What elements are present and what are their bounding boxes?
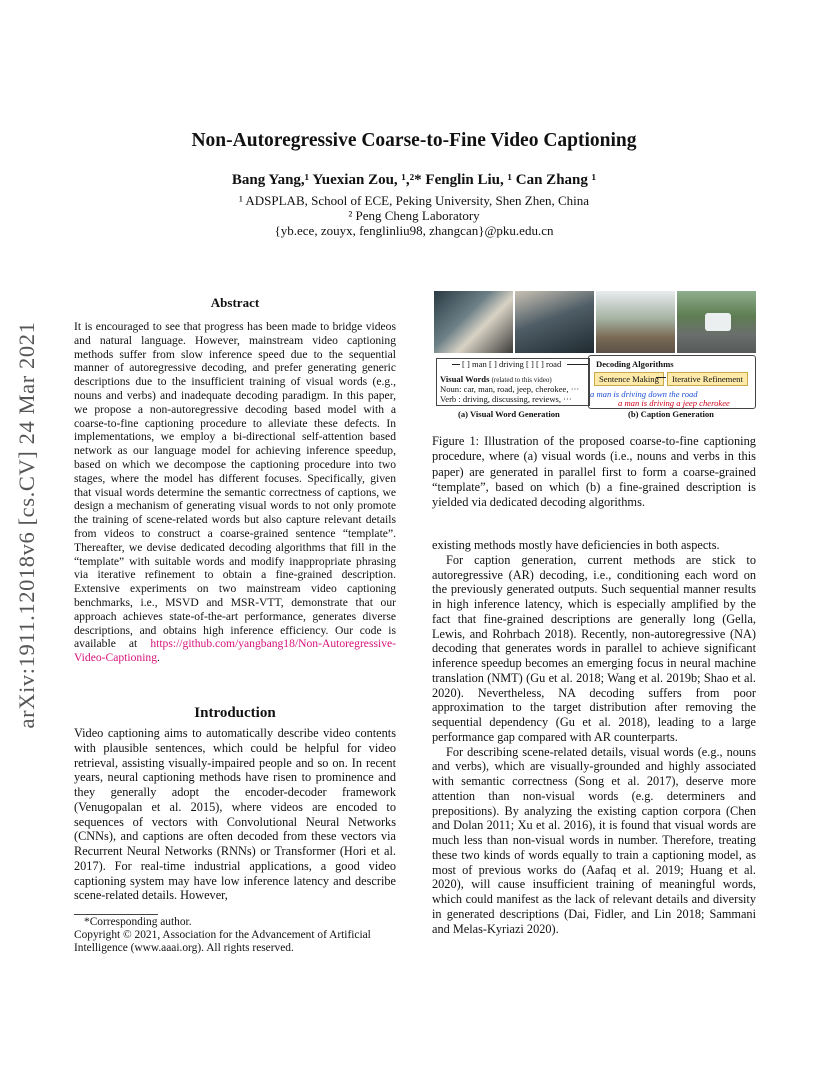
template-arrow <box>452 364 460 365</box>
intro-body: Video captioning aims to automatically describe video contents with plausible sentences, which could be helpful for video retrieval, assisting visually-impaired people and so on. In recent years, neural captioning methods have risen to prominence and they generally adopt the encoder-decoder framework (Venugopalan et al. 2015), where videos are encoded to sequences of vectors with Convolutional Neural Networks (CNNs), and captions are often decoded from these vectors via Recurrent Neural Networks (RNNs) or Transformer (Hori et al. 2017). For real-time industrial applications, a good video captioning system may have low inference latency and describe scene-related details. However, <box>74 726 396 903</box>
abstract-heading: Abstract <box>210 295 260 310</box>
affiliation-2: ² Peng Cheng Laboratory <box>348 208 480 223</box>
right-column-body <box>432 538 756 936</box>
visual-words-title: Visual Words <box>440 374 490 384</box>
jeep-shape <box>705 313 731 331</box>
video-frames <box>434 291 756 353</box>
visual-words-label <box>440 374 552 384</box>
template-text: [ ] man [ ] driving [ ] [ ] road <box>462 359 562 369</box>
author-emails: {yb.ece, zouyx, fenglinliu98, zhangcan}@pku.edu.cn <box>274 223 554 238</box>
refine-arrow <box>656 377 666 378</box>
arxiv-side-label: arXiv:1911.12018v6 [cs.CV] 24 Mar 2021 <box>14 321 39 729</box>
abstract-end: . <box>157 651 160 665</box>
iterative-refinement-box: Iterative Refinement <box>667 372 748 386</box>
intro-heading: Introduction <box>194 705 276 721</box>
video-frame-3 <box>596 291 675 353</box>
author-list: Bang Yang,¹ Yuexian Zou, ¹,²* Fenglin Liu, ¹ Can Zhang ¹ <box>231 172 597 188</box>
verb-list: Verb : driving, discussing, reviews, ··· <box>440 394 572 404</box>
video-frame-4 <box>677 291 756 353</box>
visual-words-note: (related to this video) <box>491 376 552 384</box>
copyright-note: Copyright © 2021, Association for the Advancement of Artificial Intelligence (www.aaai.org). All rights reserved. <box>74 929 371 954</box>
subcaption-a: (a) Visual Word Generation <box>458 409 560 419</box>
decoding-algorithms-label: Decoding Algorithms <box>596 359 674 369</box>
affiliation-1: ¹ ADSPLAB, School of ECE, Peking University, Shen Zhen, China <box>238 193 590 208</box>
footnote: *Corresponding author. <box>84 916 192 928</box>
paragraph-caption-generation: For caption generation, current methods are stick to autoregressive (AR) decoding, i.e., conditioning each word on the previously generated outputs. Such sequential manner results in high inference latency, which is especially amplified by the fact that fine-grained descriptions are generally long (Gella, Lewis, and Rohrbach 2018). Recently, non-autoregressive (NA) decoding that generates words in parallel to achieve significant inference speedup becomes an emerging focus in neural machine translation (NMT) (Gu et al. 2018; Wang et al. 2019b; Shao et al. 2020). Nevertheless, NA decoding suffers from poor approximation to the target distribution after removing the sequential dependency (Gu et al. 2018), leading to a large performance gap compared with AR counterparts. <box>432 552 756 744</box>
video-frame-2 <box>515 291 594 353</box>
code-link[interactable]: https://github.com/yangbang18/Non-Autoregressive-Video-Captioning <box>74 637 396 665</box>
sentence-making-box: Sentence Making <box>594 372 664 386</box>
result-caption-1: a man is driving down the road <box>590 389 698 399</box>
a-to-b-arrow <box>567 364 589 365</box>
paragraph-scene-details: For describing scene-related details, visual words (e.g., nouns and verbs), which are visually-grounded and highly associated with semantic correctness (Song et al. 2017), deserve more attention than non-visual words (e.g. determiners and prepositions). By analyzing the existing caption corpora (Chen and Dolan 2011; Xu et al. 2016), it is found that visual words are much less than non-visual words in number. Therefore, treating these two kinds of words equally to train a captioning model, as most of previous works do (Aafaq et al. 2019; Huang et al. 2020), will cause insufficient training of meaningful words, which could manifest as the lack of relevant details and diversity in generated descriptions (Dai, Fidler, and Lin 2018; Sammani and Melas-Kyriazi 2020). <box>432 744 756 936</box>
abstract-body <box>74 320 396 665</box>
noun-list: Noun: car, man, road, jeep, cherokee, ··· <box>440 384 580 394</box>
abstract-text: It is encouraged to see that progress has been made to bridge videos and natural language. However, mainstream video captioning methods suffer from slow inference speed due to the sequential manner of autoregressive decoding, and prefer generating generic descriptions due to the insufficient training of visual words (e.g., nouns and verbs) and inadequate decoding paradigm. In this paper, we propose a non-autoregressive decoding based model with a coarse-to-fine captioning procedure to alleviate these defects. In implementations, we employ a bi-directional self-attention based network as our language model for achieving inference speedup, based on which we decompose the captioning procedure into two stages, where the model has different focuses. Specifically, given that visual words determine the semantic correctness of captions, we design a mechanism of generating visual words to not only promote the training of scene-related words but also capture relevant details from videos to construct a coarse-grained sentence “template”. Thereafter, we devise dedicated decoding algorithms that fill in the “template” with suitable words and modify inappropriate phrasing via iterative refinement to obtain a fine-grained description. Extensive experiments on two mainstream video captioning benchmarks, i.e., MSVD and MSR-VTT, demonstrate that our approach achieves state-of-the-art performance, generates diverse descriptions, and obtains high inference efficiency. Our code is available at <box>74 320 396 651</box>
paper-title: Non-Autoregressive Coarse-to-Fine Video Captioning <box>191 130 637 151</box>
subcaption-b: (b) Caption Generation <box>628 409 714 419</box>
result-caption-2: a man is driving a jeep cherokee <box>618 398 730 408</box>
footnote-rule <box>74 914 158 915</box>
video-frame-1 <box>434 291 513 353</box>
paragraph-continuation: existing methods mostly have deficiencies in both aspects. <box>432 538 720 552</box>
figure-1-caption: Figure 1: Illustration of the proposed coarse-to-fine captioning procedure, where (a) visual words (i.e., nouns and verbs in this paper) are generated in parallel first to form a coarse-grained “template”, based on which (b) a fine-grained description is yielded via dedicated decoding algorithms. <box>432 434 756 510</box>
